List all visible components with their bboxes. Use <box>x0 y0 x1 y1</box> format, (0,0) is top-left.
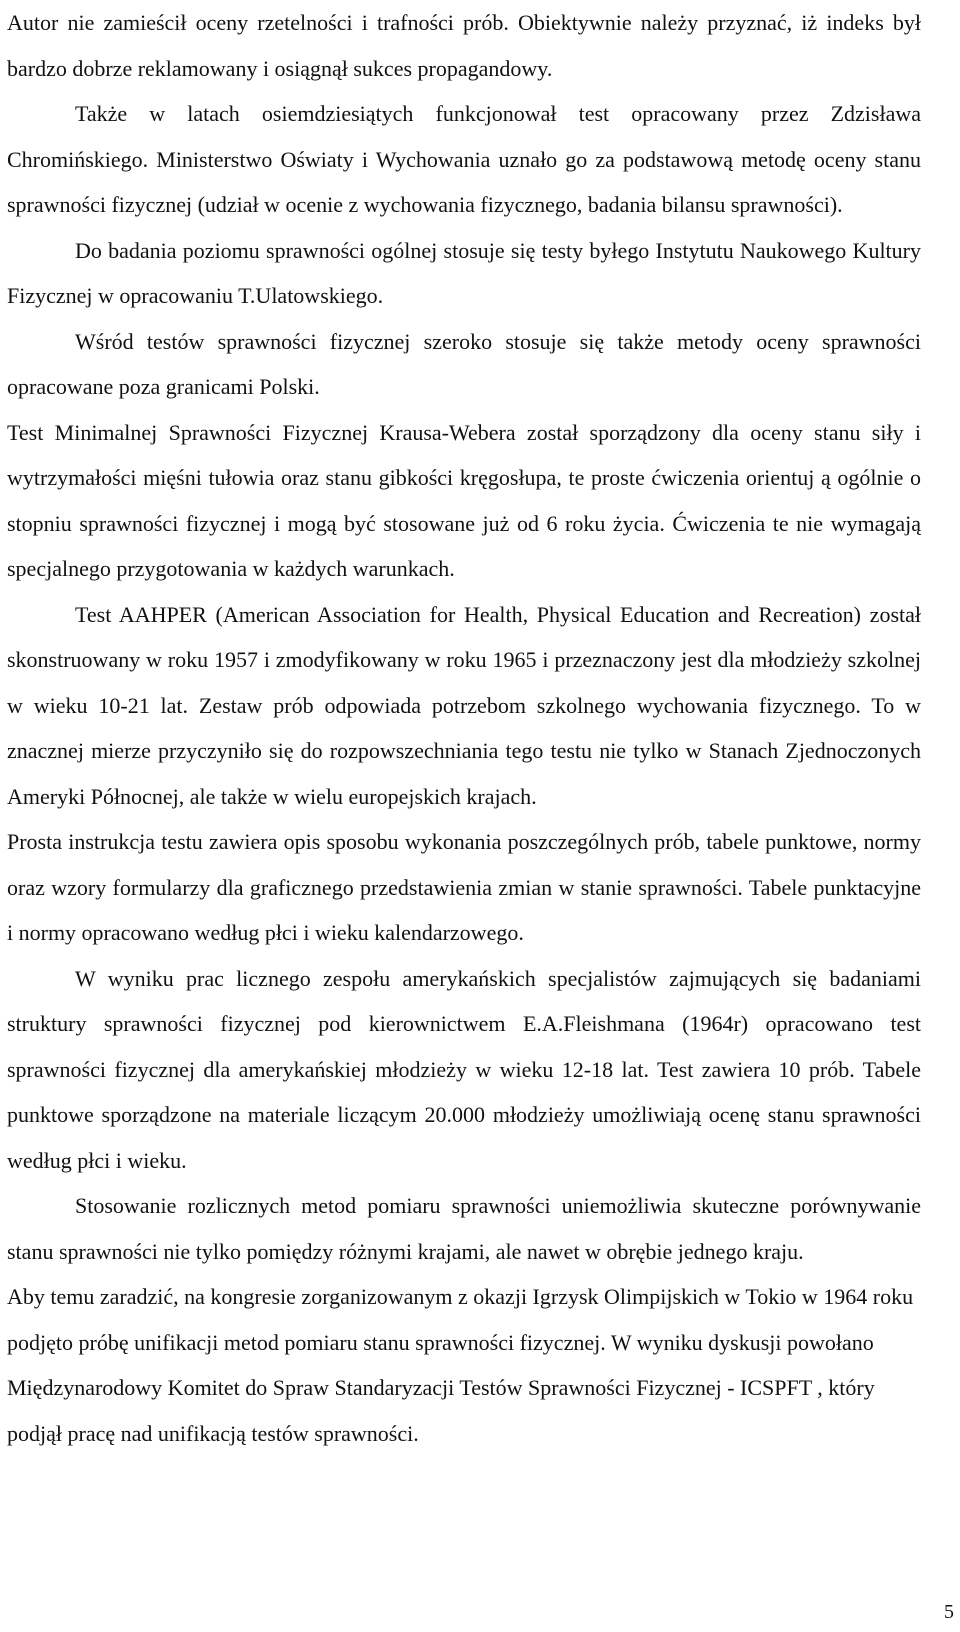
page-number: 5 <box>944 1601 954 1623</box>
paragraph-7: Prosta instrukcja testu zawiera opis sposobu wykonania poszczególnych prób, tabele punktowe, normy oraz wzory formularzy dla graficznego przedstawienia zmian w stanie sprawności. Tabele punktacyjne i normy opracowano według płci i wieku kalendarzowego. <box>7 829 921 945</box>
paragraph-8: W wyniku prac licznego zespołu amerykańskich specjalistów zajmujących się badaniami struktury sprawności fizycznej pod kierownictwem E.A.Fleishmana (1964r) opracowano test sprawności fizycznej dla amerykańskiej młodzieży w wieku 12-18 lat. Test zawiera 10 prób. Tabele punktowe sporządzone na materiale liczącym 20.000 młodzieży umożliwiają ocenę stanu sprawności według płci i wieku. <box>7 965 921 1173</box>
paragraph-1: Autor nie zamieścił oceny rzetelności i trafności prób. Obiektywnie należy przyznać, iż indeks był bardzo dobrze reklamowany i osiągnął sukces propagandowy. <box>7 10 921 81</box>
document-page <box>7 0 921 1456</box>
paragraph-5: Test Minimalnej Sprawności Fizycznej Krausa-Webera został sporządzony dla oceny stanu siły i wytrzymałości mięśni tułowia oraz stanu gibkości kręgosłupa, te proste ćwiczenia orientuj ą ogólnie o stopniu sprawności fizycznej i mogą być stosowane już od 6 roku życia. Ćwiczenia te nie wymagają specjalnego przygotowania w każdych warunkach. <box>7 419 921 581</box>
paragraph-3: Do badania poziomu sprawności ogólnej stosuje się testy byłego Instytutu Naukowego Kultury Fizycznej w opracowaniu T.Ulatowskiego. <box>7 237 921 308</box>
paragraph-10: Aby temu zaradzić, na kongresie zorganizowanym z okazji Igrzysk Olimpijskich w Tokio w 1964 roku podjęto próbę unifikacji metod pomiaru stanu sprawności fizycznej. W wyniku dyskusji powołano Międzynarodowy Komitet do Spraw Standaryzacji Testów Sprawności Fizycznej - ICSPFT , który podjął pracę nad unifikacją testów sprawności. <box>7 1284 914 1446</box>
paragraph-9: Stosowanie rozlicznych metod pomiaru sprawności uniemożliwia skuteczne porównywanie stanu sprawności nie tylko pomiędzy różnymi krajami, ale nawet w obrębie jednego kraju. <box>7 1193 921 1264</box>
paragraph-2: Także w latach osiemdziesiątych funkcjonował test opracowany przez Zdzisława Chromińskiego. Ministerstwo Oświaty i Wychowania uznało go za podstawową metodę oceny stanu sprawności fizycznej (udział w ocenie z wychowania fizycznego, badania bilansu sprawności). <box>7 101 921 217</box>
paragraph-6: Test AAHPER (American Association for Health, Physical Education and Recreation) został skonstruowany w roku 1957 i zmodyfikowany w roku 1965 i przeznaczony jest dla młodzieży szkolnej w wieku 10-21 lat. Zestaw prób odpowiada potrzebom szkolnego wychowania fizycznego. To w znacznej mierze przyczyniło się do rozpowszechniania tego testu nie tylko w Stanach Zjednoczonych Ameryki Północnej, ale także w wielu europejskich krajach. <box>7 601 921 809</box>
paragraph-4: Wśród testów sprawności fizycznej szeroko stosuje się także metody oceny sprawności opracowane poza granicami Polski. <box>7 328 921 399</box>
